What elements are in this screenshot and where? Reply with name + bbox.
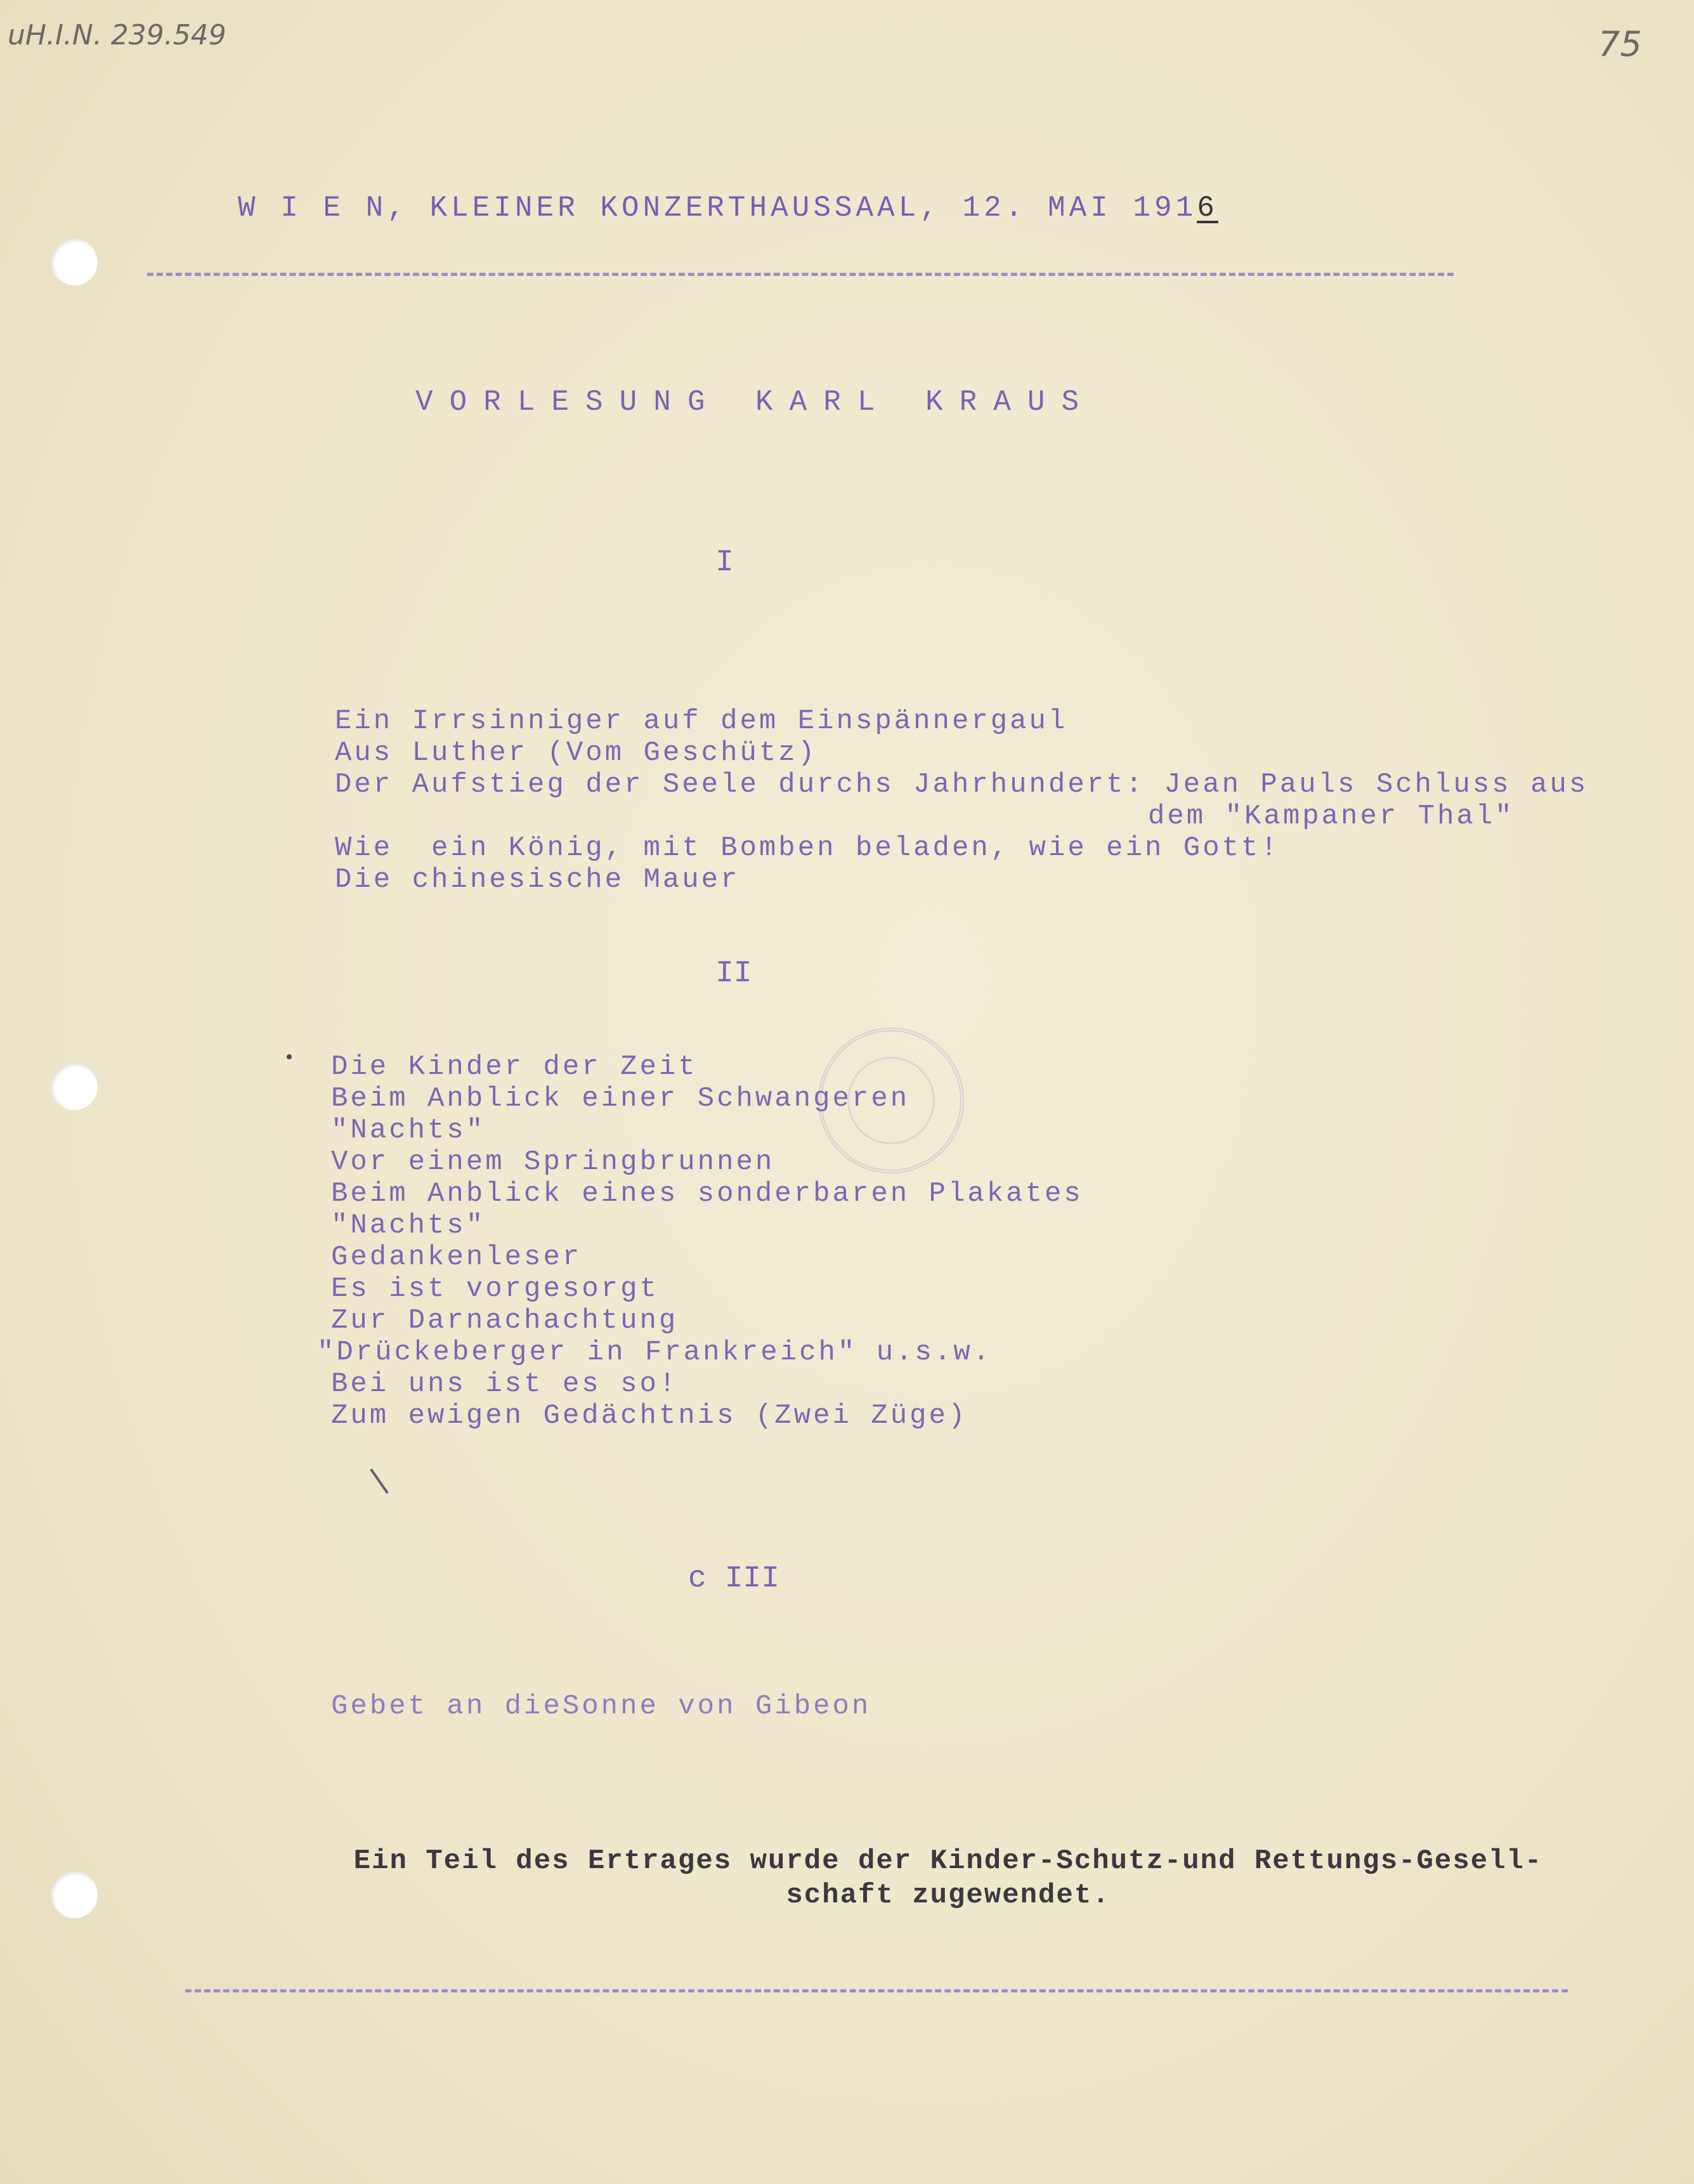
list-item: Beim Anblick eines sonderbaren Plakates <box>331 1178 1083 1210</box>
archive-number: uH.I.N. 239.549 <box>8 19 226 51</box>
list-item: Wie ein König, mit Bomben beladen, wie ein Gott! <box>335 832 1280 864</box>
year-digit-correction: 6 <box>1197 192 1218 225</box>
list-item: Zur Darnachachtung <box>331 1305 679 1337</box>
list-item: Beim Anblick einer Schwangeren <box>331 1083 910 1115</box>
list-item: Aus Luther (Vom Geschütz) <box>335 737 818 769</box>
list-item: Die Kinder der Zeit <box>331 1051 698 1083</box>
venue-date-text: W I E N, KLEINER KONZERTHAUSSAAL, 12. MAI 191 <box>238 192 1197 225</box>
list-item: Gedankenleser <box>331 1241 582 1273</box>
section-one-numeral: I <box>715 546 734 580</box>
list-item: "Drückeberger in Frankreich" u.s.w. <box>317 1337 993 1368</box>
margin-tick-mark <box>370 1468 389 1494</box>
list-item: Zum ewigen Gedächtnis (Zwei Züge) <box>331 1400 968 1432</box>
list-item: Es ist vorgesorgt <box>331 1273 659 1305</box>
list-item: "Nachts" <box>331 1210 486 1241</box>
reading-title: VORLESUNG KARL KRAUS <box>415 386 1096 419</box>
list-item: Bei uns ist es so! <box>331 1368 679 1400</box>
venue-date-heading <box>238 192 1218 225</box>
section-two-numeral: II <box>715 957 752 991</box>
section-three-item: Gebet an dieSonne von Gibeon <box>331 1690 871 1722</box>
list-item: Der Aufstieg der Seele durchs Jahrhundert: Jean Pauls Schluss aus <box>335 769 1589 801</box>
list-item: Die chinesische Mauer <box>335 864 740 896</box>
punch-hole-middle <box>51 1063 98 1110</box>
margin-dot-mark <box>287 1054 292 1059</box>
bottom-dashed-rule <box>185 1989 1568 1992</box>
list-item: "Nachts" <box>331 1115 486 1146</box>
list-item: Vor einem Springbrunnen <box>331 1146 775 1178</box>
section-three-numeral: c III <box>688 1562 780 1596</box>
section-two-list <box>317 1051 1083 1432</box>
punch-hole-top <box>51 239 98 285</box>
punch-hole-bottom <box>51 1871 98 1918</box>
top-dashed-rule <box>147 273 1454 276</box>
list-item: Ein Irrsinniger auf dem Einspännergaul <box>335 705 1068 737</box>
section-one-continuation: dem "Kampaner Thal" <box>1148 801 1515 832</box>
page-number: 75 <box>1598 24 1642 64</box>
proceeds-note: Ein Teil des Ertrages wurde der Kinder-Schutz-und Rettungs-Gesell- schaft zugewendet. <box>353 1845 1543 1911</box>
